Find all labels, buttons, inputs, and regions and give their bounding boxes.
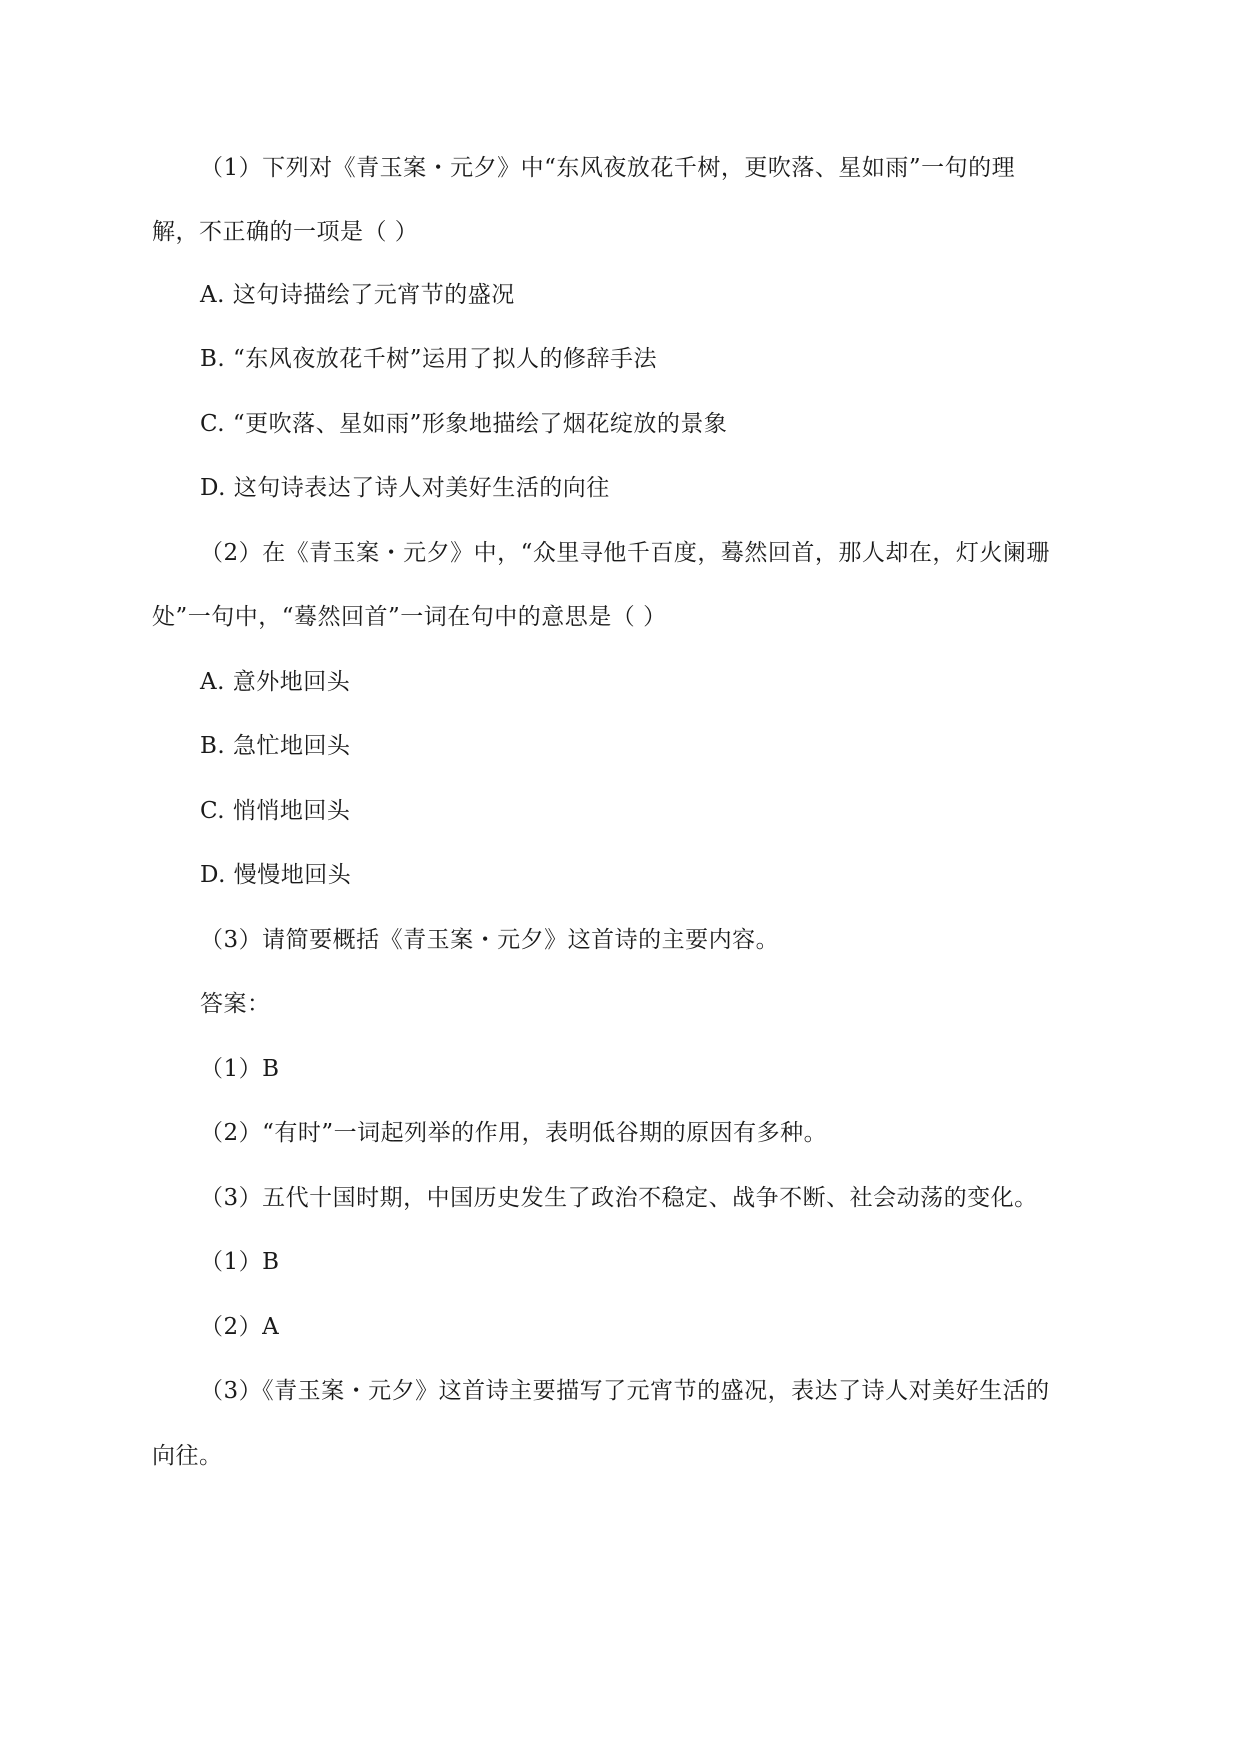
q2-option-b: B. 急忙地回头 bbox=[200, 733, 351, 759]
q1-option-b: B. “东风夜放花千树”运用了拟人的修辞手法 bbox=[200, 346, 658, 372]
answer-b1: （1）B bbox=[200, 1249, 280, 1275]
answers-heading: 答案： bbox=[200, 991, 271, 1017]
answer-2: （2）“有时”一词起列举的作用，表明低谷期的原因有多种。 bbox=[200, 1120, 828, 1146]
q1-stem-line2: 解，不正确的一项是（ ） bbox=[152, 219, 419, 245]
q3-stem: （3）请简要概括《青玉案・元夕》这首诗的主要内容。 bbox=[200, 927, 780, 953]
q1-option-d: D. 这句诗表达了诗人对美好生活的向往 bbox=[200, 475, 610, 501]
answer-3: （3）五代十国时期，中国历史发生了政治不稳定、战争不断、社会动荡的变化。 bbox=[200, 1185, 1038, 1211]
q2-stem-line1: （2）在《青玉案・元夕》中，“众里寻他千百度，蓦然回首，那人却在，灯火阑珊 bbox=[200, 540, 1050, 566]
q1-option-c: C. “更吹落、星如雨”形象地描绘了烟花绽放的景象 bbox=[200, 411, 728, 437]
answer-1: （1）B bbox=[200, 1056, 280, 1082]
q2-option-d: D. 慢慢地回头 bbox=[200, 862, 352, 888]
answer-b3-line1: （3）《青玉案・元夕》这首诗主要描写了元宵节的盛况，表达了诗人对美好生活的 bbox=[200, 1378, 1050, 1404]
q2-stem-line2: 处”一句中，“蓦然回首”一词在句中的意思是（ ） bbox=[152, 604, 667, 630]
q1-option-a: A. 这句诗描绘了元宵节的盛况 bbox=[200, 282, 515, 308]
q2-option-a: A. 意外地回头 bbox=[200, 669, 351, 695]
q1-stem-line1: （1）下列对《青玉案・元夕》中“东风夜放花千树，更吹落、星如雨”一句的理 bbox=[200, 155, 1016, 181]
q2-option-c: C. 悄悄地回头 bbox=[200, 798, 351, 824]
answer-b3-line2: 向往。 bbox=[152, 1443, 223, 1469]
answer-b2: （2）A bbox=[200, 1314, 280, 1340]
